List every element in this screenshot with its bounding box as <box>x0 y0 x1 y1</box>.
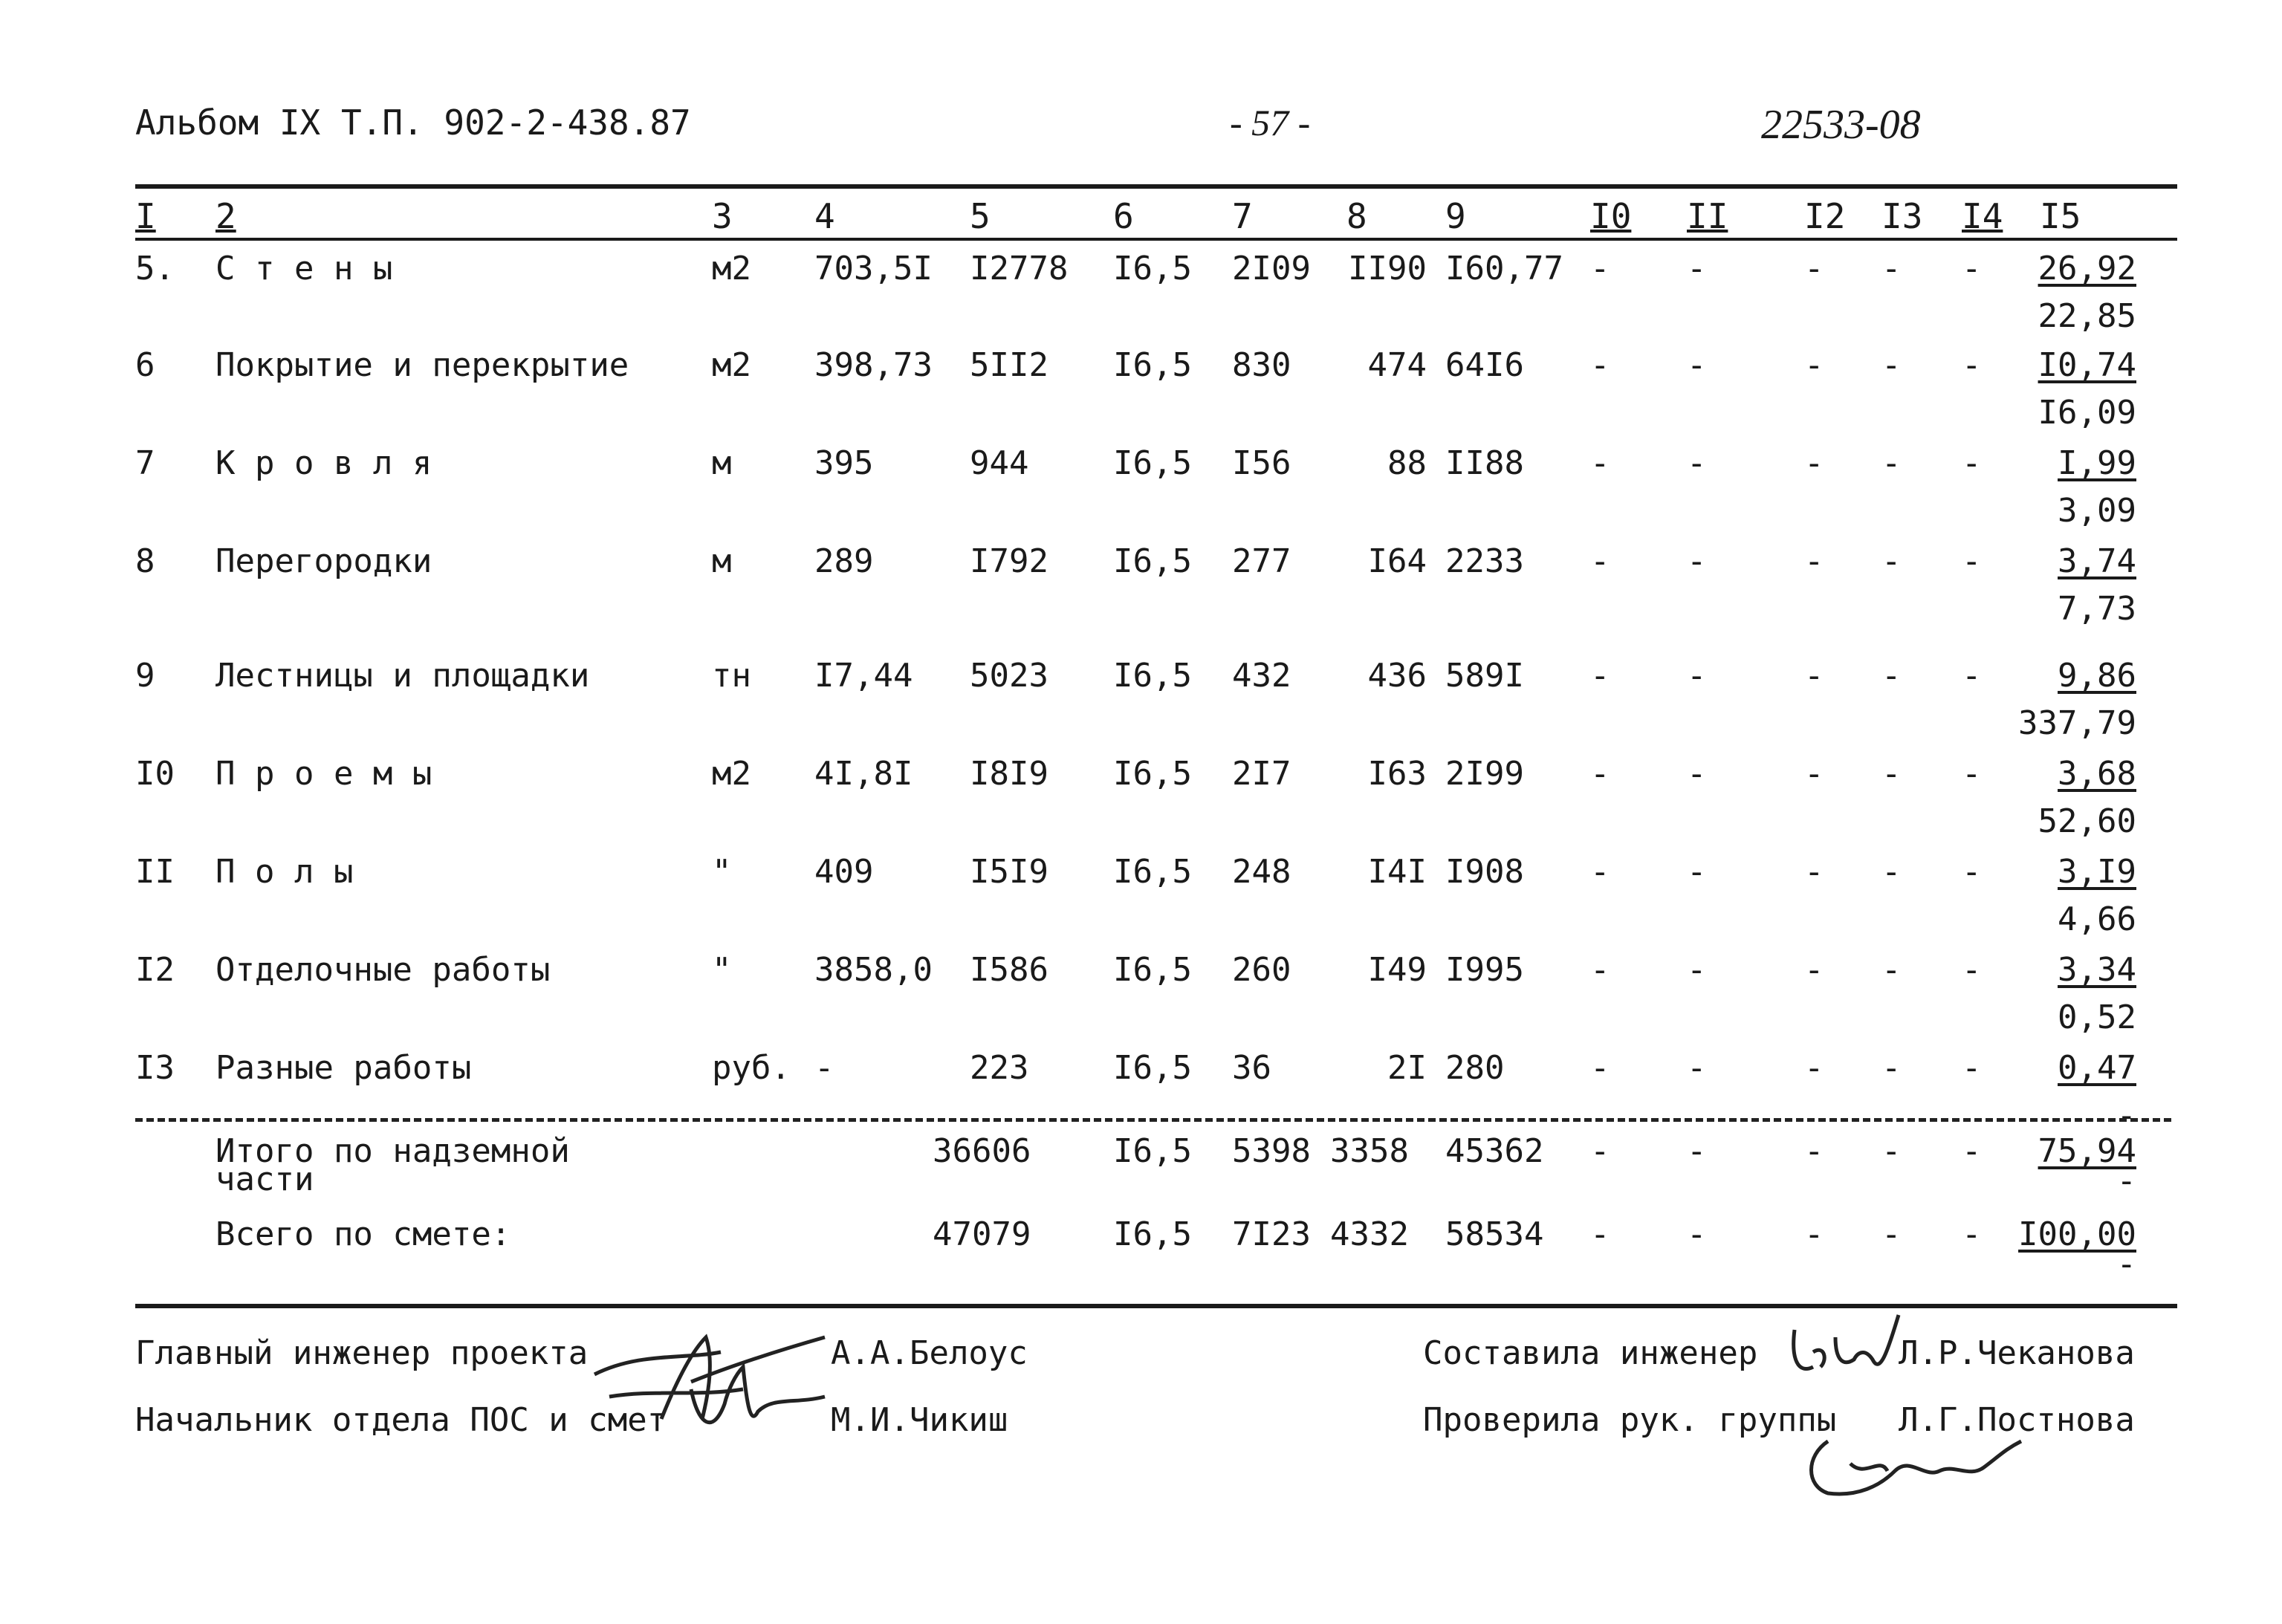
quantity: - <box>814 1049 834 1087</box>
cost-col-9: I908 <box>1445 853 1524 891</box>
cost-col-13: - <box>1881 951 1902 989</box>
unit: м2 <box>712 755 751 793</box>
cost-col-6: I6,5 <box>1113 1049 1192 1087</box>
cost-col-6: I6,5 <box>1113 951 1192 989</box>
cost-col-8: 2I <box>1387 1049 1427 1087</box>
cost-col-10: - <box>1590 1049 1610 1087</box>
cost-col-13: - <box>1881 542 1902 580</box>
album-title: Альбом IX Т.П. 902-2-438.87 <box>135 103 691 143</box>
cost-col-11: - <box>1687 853 1707 891</box>
cost-col-7: I56 <box>1232 444 1291 482</box>
unit: м <box>712 542 732 580</box>
cost-col-8: 88 <box>1387 444 1427 482</box>
column-header-13: I3 <box>1881 196 1923 236</box>
quantity: 3858,0 <box>814 951 933 989</box>
cost-col-8: 4332 <box>1330 1215 1409 1253</box>
cost-col-7: 2I7 <box>1232 755 1291 793</box>
column-header-5: 5 <box>970 196 991 236</box>
cost-col-14: - <box>1962 853 1982 891</box>
work-name: П р о е м ы <box>215 755 432 793</box>
cost-col-11: - <box>1687 657 1707 695</box>
cost-col-9: 64I6 <box>1445 346 1524 384</box>
quantity: 289 <box>814 542 874 580</box>
column-header-15: I5 <box>2040 196 2081 236</box>
percent-bottom: 3,09 <box>2058 492 2136 530</box>
percent-top: 3,74 <box>2058 542 2136 580</box>
cost-col-7: 7I23 <box>1232 1215 1311 1253</box>
department-head-signature <box>684 1360 832 1449</box>
column-header-3: 3 <box>712 196 733 236</box>
cost-col-5: I8I9 <box>970 755 1048 793</box>
cost-col-5: 5II2 <box>970 346 1048 384</box>
cost-col-5: I5I9 <box>970 853 1048 891</box>
cost-col-10: - <box>1590 853 1610 891</box>
row-number: 6 <box>135 346 155 384</box>
unit: м <box>712 444 732 482</box>
cost-col-9: I60,77 <box>1445 250 1563 288</box>
cost-col-10: - <box>1590 657 1610 695</box>
cost-col-12: - <box>1804 444 1824 482</box>
column-header-6: 6 <box>1113 196 1134 236</box>
checked-by-signature <box>1798 1426 2043 1516</box>
work-name: К р о в л я <box>215 444 432 482</box>
column-header-7: 7 <box>1232 196 1253 236</box>
page-number: - 57 - <box>1230 102 1311 143</box>
cost-col-14: - <box>1962 657 1982 695</box>
quantity: 703,5I <box>814 250 933 288</box>
cost-col-5: 5023 <box>970 657 1048 695</box>
work-name: Отделочные работы <box>215 951 551 989</box>
cost-col-5: I792 <box>970 542 1048 580</box>
cost-col-10: - <box>1590 444 1610 482</box>
work-name: С т е н ы <box>215 250 393 288</box>
cost-col-5: 944 <box>970 444 1029 482</box>
cost-col-6: I6,5 <box>1113 755 1192 793</box>
cost-col-12: - <box>1804 853 1824 891</box>
cost-col-10: - <box>1590 755 1610 793</box>
cost-col-7: 432 <box>1232 657 1291 695</box>
cost-col-12: - <box>1804 657 1824 695</box>
column-header-rule <box>135 238 2177 241</box>
row-number: I3 <box>135 1049 175 1087</box>
cost-col-6: I6,5 <box>1113 250 1192 288</box>
cost-col-14: - <box>1962 346 1982 384</box>
cost-col-11: - <box>1687 444 1707 482</box>
totals-label-line2: части <box>215 1160 314 1198</box>
cost-col-12: - <box>1804 250 1824 288</box>
cost-col-14: - <box>1962 951 1982 989</box>
column-header-10: I0 <box>1590 196 1632 236</box>
totals-label: Всего по смете: <box>215 1215 511 1253</box>
percent-top: I0,74 <box>2038 346 2136 384</box>
cost-col-11: - <box>1687 346 1707 384</box>
cost-col-7: 277 <box>1232 542 1291 580</box>
cost-col-14: - <box>1962 444 1982 482</box>
cost-col-9: 280 <box>1445 1049 1505 1087</box>
percent-top: 3,68 <box>2058 755 2136 793</box>
table-top-rule <box>135 184 2177 189</box>
column-header-9: 9 <box>1445 196 1466 236</box>
percent-bottom: 52,60 <box>2038 802 2136 840</box>
cost-col-11: - <box>1687 542 1707 580</box>
cost-col-7: 260 <box>1232 951 1291 989</box>
cost-col-11: - <box>1687 755 1707 793</box>
cost-col-9: II88 <box>1445 444 1524 482</box>
row-number: 5. <box>135 250 175 288</box>
column-header-11: II <box>1687 196 1728 236</box>
cost-col-9: 45362 <box>1445 1132 1544 1170</box>
cost-col-12: - <box>1804 346 1824 384</box>
unit: м2 <box>712 346 751 384</box>
cost-col-6: I6,5 <box>1113 1132 1192 1170</box>
work-name: Перегородки <box>215 542 432 580</box>
cost-col-10: - <box>1590 951 1610 989</box>
cost-col-14: - <box>1962 755 1982 793</box>
cost-col-13: - <box>1881 755 1902 793</box>
document-code: 22533-08 <box>1761 102 1921 148</box>
cost-col-7: 248 <box>1232 853 1291 891</box>
row-number: 7 <box>135 444 155 482</box>
cost-col-12: - <box>1804 755 1824 793</box>
cost-col-12: - <box>1804 951 1824 989</box>
work-name: Лестницы и площадки <box>215 657 590 695</box>
percent-bottom: - <box>2116 1245 2136 1283</box>
cost-col-14: - <box>1962 1215 1982 1253</box>
column-header-4: 4 <box>814 196 835 236</box>
cost-col-6: I6,5 <box>1113 1215 1192 1253</box>
compiled-by-signature <box>1783 1308 1910 1389</box>
percent-top: 3,I9 <box>2058 853 2136 891</box>
cost-col-13: - <box>1881 1049 1902 1087</box>
cost-col-5: 36606 <box>933 1132 1031 1170</box>
cost-col-14: - <box>1962 250 1982 288</box>
row-number: 8 <box>135 542 155 580</box>
row-number: I2 <box>135 951 175 989</box>
cost-col-13: - <box>1881 1132 1902 1170</box>
quantity: 395 <box>814 444 874 482</box>
quantity: 4I,8I <box>814 755 913 793</box>
unit: " <box>712 853 732 891</box>
cost-col-6: I6,5 <box>1113 542 1192 580</box>
cost-col-8: 3358 <box>1330 1132 1409 1170</box>
cost-col-5: I586 <box>970 951 1048 989</box>
column-header-2: 2 <box>215 196 236 236</box>
cost-col-12: - <box>1804 1132 1824 1170</box>
row-number: I0 <box>135 755 175 793</box>
totals-label: Итого по надземной <box>215 1132 570 1170</box>
cost-col-8: II90 <box>1348 250 1427 288</box>
percent-bottom: 7,73 <box>2058 590 2136 628</box>
work-name: П о л ы <box>215 853 354 891</box>
compiled-by-label: Составила инженер <box>1423 1334 1758 1372</box>
cost-col-6: I6,5 <box>1113 853 1192 891</box>
unit: руб. <box>712 1049 791 1087</box>
percent-top: 75,94 <box>2038 1132 2136 1170</box>
cost-col-12: - <box>1804 1215 1824 1253</box>
column-header-14: I4 <box>1962 196 2003 236</box>
cost-col-5: 47079 <box>933 1215 1031 1253</box>
quantity: 398,73 <box>814 346 933 384</box>
cost-col-14: - <box>1962 1049 1982 1087</box>
cost-col-8: 474 <box>1367 346 1427 384</box>
row-number: II <box>135 853 175 891</box>
cost-col-6: I6,5 <box>1113 444 1192 482</box>
quantity: 409 <box>814 853 874 891</box>
percent-bottom: I6,09 <box>2038 394 2136 432</box>
cost-col-11: - <box>1687 1049 1707 1087</box>
cost-col-10: - <box>1590 250 1610 288</box>
cost-col-9: 2233 <box>1445 542 1524 580</box>
work-name: Разные работы <box>215 1049 472 1087</box>
chief-engineer-name: А.А.Белоус <box>831 1334 1028 1372</box>
cost-col-9: 58534 <box>1445 1215 1544 1253</box>
cost-col-9: 589I <box>1445 657 1524 695</box>
cost-col-7: 830 <box>1232 346 1291 384</box>
cost-col-12: - <box>1804 542 1824 580</box>
percent-top: 9,86 <box>2058 657 2136 695</box>
cost-col-11: - <box>1687 250 1707 288</box>
cost-col-7: 36 <box>1232 1049 1271 1087</box>
cost-col-14: - <box>1962 1132 1982 1170</box>
checked-by-name: Л.Г.Постнова <box>1899 1401 2135 1439</box>
cost-col-6: I6,5 <box>1113 346 1192 384</box>
totals-separator <box>135 1118 2171 1122</box>
unit: " <box>712 951 732 989</box>
percent-top: 3,34 <box>2058 951 2136 989</box>
percent-bottom: 0,52 <box>2058 998 2136 1036</box>
chief-engineer-label: Главный инженер проекта <box>135 1334 589 1372</box>
row-number: 9 <box>135 657 155 695</box>
cost-col-5: 223 <box>970 1049 1029 1087</box>
cost-col-6: I6,5 <box>1113 657 1192 695</box>
unit: м2 <box>712 250 751 288</box>
percent-bottom: 337,79 <box>2018 704 2136 742</box>
column-header-12: I2 <box>1804 196 1846 236</box>
cost-col-13: - <box>1881 250 1902 288</box>
percent-top: 26,92 <box>2038 250 2136 288</box>
percent-bottom: - <box>2116 1162 2136 1200</box>
cost-col-8: I64 <box>1367 542 1427 580</box>
cost-col-10: - <box>1590 542 1610 580</box>
quantity: I7,44 <box>814 657 913 695</box>
column-header-8: 8 <box>1346 196 1367 236</box>
cost-col-13: - <box>1881 346 1902 384</box>
compiled-by-name: Л.Р.Чеканова <box>1899 1334 2135 1372</box>
cost-col-9: I995 <box>1445 951 1524 989</box>
department-head-name: М.И.Чикиш <box>831 1401 1008 1439</box>
percent-bottom: 22,85 <box>2038 297 2136 335</box>
percent-top: I00,00 <box>2018 1215 2136 1253</box>
cost-col-11: - <box>1687 951 1707 989</box>
column-header-1: I <box>135 196 156 236</box>
cost-col-8: I63 <box>1367 755 1427 793</box>
cost-col-12: - <box>1804 1049 1824 1087</box>
cost-col-13: - <box>1881 1215 1902 1253</box>
cost-col-9: 2I99 <box>1445 755 1524 793</box>
cost-col-11: - <box>1687 1215 1707 1253</box>
unit: тн <box>712 657 751 695</box>
percent-bottom: 4,66 <box>2058 900 2136 938</box>
cost-col-10: - <box>1590 1132 1610 1170</box>
percent-bottom: - <box>2116 1097 2136 1134</box>
cost-col-7: 5398 <box>1232 1132 1311 1170</box>
cost-col-11: - <box>1687 1132 1707 1170</box>
checked-by-label: Проверила рук. группы <box>1423 1401 1837 1439</box>
cost-col-8: 436 <box>1367 657 1427 695</box>
cost-col-5: I2778 <box>970 250 1069 288</box>
percent-top: I,99 <box>2058 444 2136 482</box>
cost-col-13: - <box>1881 657 1902 695</box>
percent-top: 0,47 <box>2058 1049 2136 1087</box>
cost-col-8: I49 <box>1367 951 1427 989</box>
department-head-label: Начальник отдела ПОС и смет <box>135 1401 667 1439</box>
cost-col-8: I4I <box>1367 853 1427 891</box>
cost-col-10: - <box>1590 346 1610 384</box>
cost-col-13: - <box>1881 853 1902 891</box>
work-name: Покрытие и перекрытие <box>215 346 629 384</box>
cost-col-7: 2I09 <box>1232 250 1311 288</box>
cost-col-13: - <box>1881 444 1902 482</box>
cost-col-10: - <box>1590 1215 1610 1253</box>
cost-col-14: - <box>1962 542 1982 580</box>
